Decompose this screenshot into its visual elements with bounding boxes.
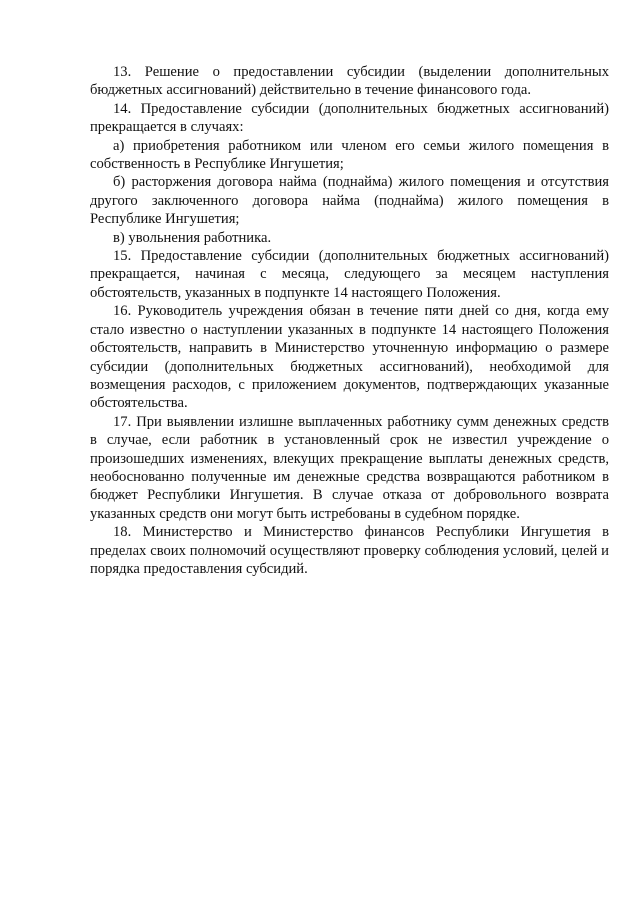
paragraph-17: 17. При выявлении излишне выплаченных работнику сумм денежных средств в случае, если работник в установленный срок не известил учреждение о произошедших изменениях, влекущих прекращение выплаты денежных средств, необоснованно полученные им денежные средства возвращаются работником в бюджет Республики Ингушетия. В случае отказа от добровольного возврата указанных средств они могут быть истребованы в судебном порядке.: [90, 413, 609, 522]
paragraph-15: 15. Предоставление субсидии (дополнительных бюджетных ассигнований) прекращается, начиная с месяца, следующего за месяцем наступления обстоятельств, указанных в подпункте 14 настоящего Положения.: [90, 248, 609, 301]
paragraph-14-item-b: б) расторжения договора найма (поднайма) жилого помещения и отсутствия другого заключенного договора найма (поднайма) жилого помещения в Республике Ингушетия;: [90, 174, 609, 228]
paragraph-14-item-a: а) приобретения работником или членом его семьи жилого помещения в собственность в Республике Ингушетия;: [90, 137, 609, 173]
paragraph-16: 16. Руководитель учреждения обязан в течение пяти дней со дня, когда ему стало известно о наступлении указанных в подпункте 14 настоящего Положения обстоятельств, направить в Министерство уточненную информацию о размере субсидии (дополнительных бюджетных ассигнований), необходимой для возмещения расходов, с приложением документов, подтверждающих указанные обстоятельства.: [90, 303, 609, 412]
document-body: [90, 63, 609, 578]
paragraph-18: 18. Министерство и Министерство финансов Республики Ингушетия в пределах своих полномочий осуществляют проверку соблюдения условий, целей и порядка предоставления субсидий.: [90, 524, 609, 577]
paragraph-13: 13. Решение о предоставлении субсидии (выделении дополнительных бюджетных ассигнований) действительно в течение финансового года.: [90, 64, 609, 99]
paragraph-14: 14. Предоставление субсидии (дополнительных бюджетных ассигнований) прекращается в случаях:: [90, 100, 609, 136]
paragraph-14-item-v: в) увольнения работника.: [113, 229, 272, 246]
